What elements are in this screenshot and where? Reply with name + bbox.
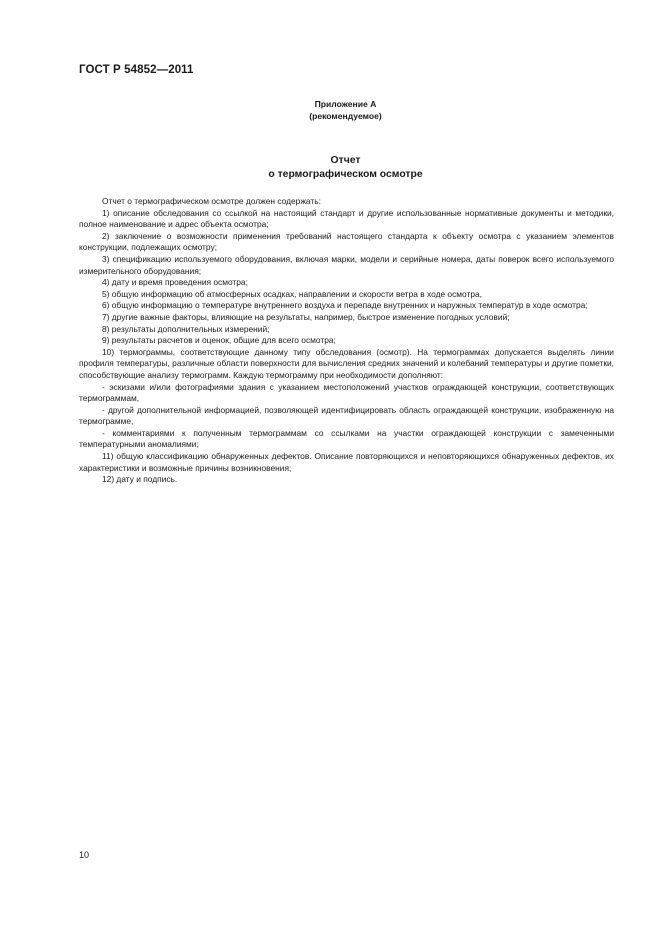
paragraph-item-1: 1) описание обследования со ссылкой на настоящий стандарт и другие использованные нормативные документы и методики, полное наименование и адрес объекта осмотра; — [79, 207, 614, 230]
paragraph-item-10: 10) термограммы, соответствующие данному типу обследования (осмотр). На термограммах допускается выделять линии профиля температуры, различные области поверхности для вычисления средних значений и колебаний температуры и другие пометки, способствующие анализу термограмм. Каждую термограмму при необходимости дополняют: — [79, 346, 614, 380]
paragraph-item-4: 4) дату и время проведения осмотра; — [102, 277, 248, 288]
paragraph-item-6: 6) общую информацию о температуре внутреннего воздуха и перепаде внутренних и наружных температур в ходе осмотра; — [102, 300, 588, 311]
body-text — [79, 196, 614, 486]
title-line-1: Отчет — [330, 155, 361, 166]
appendix-label: Приложение А — [314, 99, 377, 109]
paragraph-item-9: 9) результаты расчетов и оценок, общие для всего осмотра; — [102, 335, 336, 346]
title-line-2: о термографическом осмотре — [268, 169, 423, 180]
section-title — [0, 154, 661, 182]
paragraph-subitem-sketches: - эскизами и/или фотографиями здания с указанием местоположений участков ограждающей конструкции, соответствующих термограммам, — [79, 381, 614, 404]
appendix-status: (рекомендуемое) — [309, 111, 382, 121]
paragraph-item-11: 11) общую классификацию обнаруженных дефектов. Описание повторяющихся и неповторяющихся обнаруженных дефектов, их характеристики и возможные причины возникновения; — [79, 451, 614, 473]
paragraph-item-3: 3) спецификацию используемого оборудования, включая марки, модели и серийные номера, даты поверок всего используемого измерительного оборудования; — [79, 253, 614, 276]
document-header: ГОСТ Р 54852—2011 — [79, 64, 194, 76]
appendix-heading — [0, 98, 661, 122]
paragraph-subitem-other-info: - другой дополнительной информацией, позволяющей идентифицировать область ограждающей конструкции, изображенную на термограмме, — [79, 404, 614, 427]
page-number: 10 — [79, 850, 90, 860]
paragraph-subitem-comments: - комментариями к полученным термограммам со ссылками на участки ограждающей конструкции с замеченными температурными аномалиями; — [79, 427, 614, 450]
paragraph-item-8: 8) результаты дополнительных измерений; — [102, 323, 270, 334]
paragraph-item-12: 12) дату и подпись. — [102, 474, 178, 485]
paragraph-item-7: 7) другие важные факторы, влияющие на результаты, например, быстрое изменение погодных условий; — [102, 311, 510, 322]
paragraph-intro: Отчет о термографическом осмотре должен содержать: — [102, 196, 321, 206]
paragraph-item-2: 2) заключение о возможности применения требований настоящего стандарта к объекту осмотра с указанием элементов конструкции, подлежащих осмотру; — [79, 230, 614, 253]
paragraph-item-5: 5) общую информацию об атмосферных осадках, направлении и скорости ветра в ходе осмотра, — [102, 288, 482, 299]
